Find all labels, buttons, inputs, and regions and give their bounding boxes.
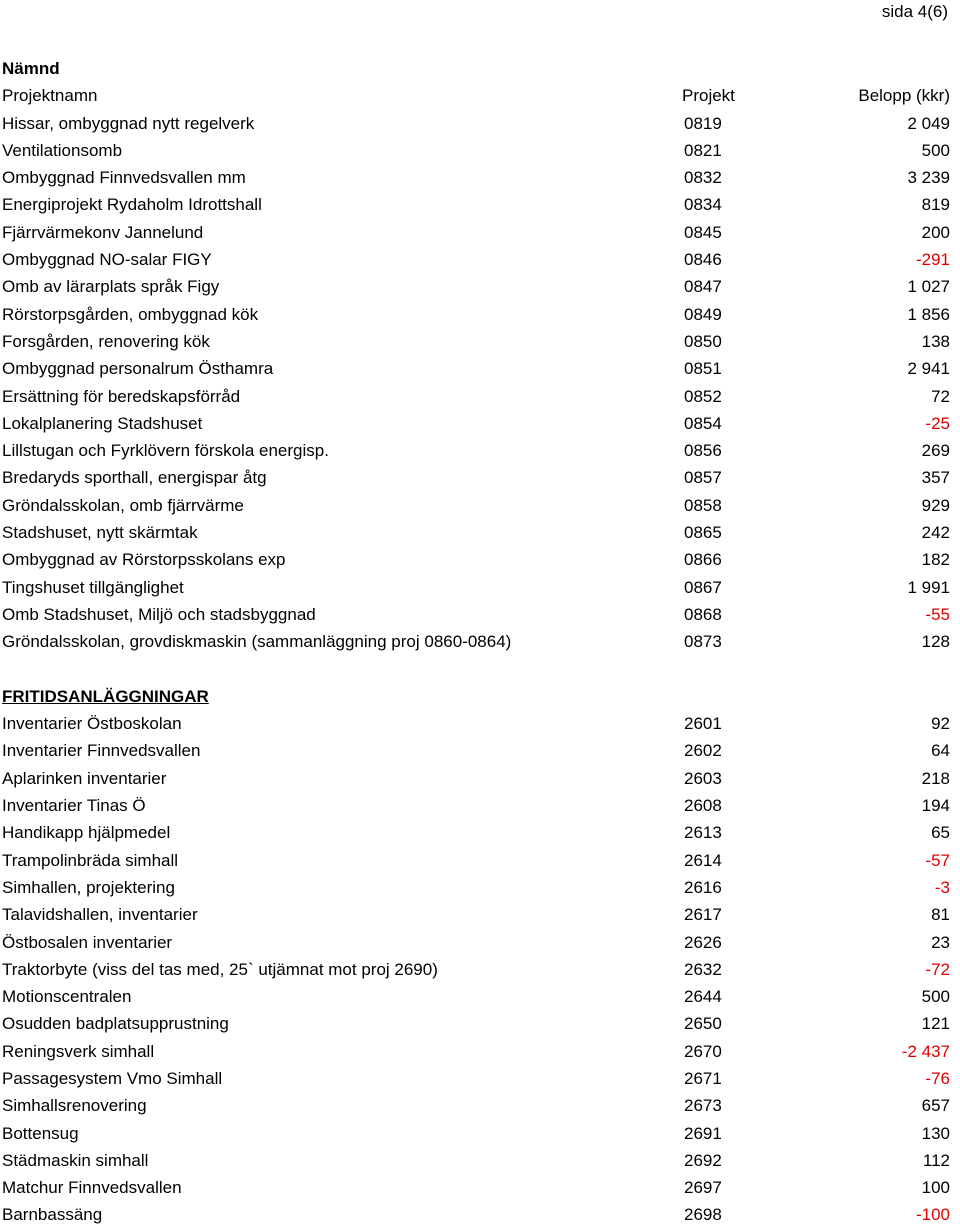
amount: 500	[921, 140, 950, 160]
project-number: 0854	[684, 413, 722, 433]
project-number: 0873	[684, 632, 722, 652]
project-name: Trampolinbräda simhall	[2, 850, 179, 870]
project-name: Bredaryds sporthall, energispar åtg	[2, 468, 267, 488]
project-name: Ombyggnad av Rörstorpsskolans exp	[2, 550, 286, 570]
amount: 128	[921, 632, 950, 652]
table-row	[2, 1201, 950, 1228]
table-row	[2, 137, 950, 164]
section-heading-namnd	[2, 55, 950, 82]
table-row	[2, 901, 950, 928]
table-row	[2, 1147, 950, 1174]
project-name: Barnbassäng	[2, 1205, 103, 1225]
amount: 2 049	[907, 113, 950, 133]
table-row	[2, 383, 950, 410]
project-name: Ventilationsomb	[2, 140, 123, 160]
table-row	[2, 710, 950, 737]
project-name: Lokalplanering Stadshuset	[2, 413, 203, 433]
section-heading-fritidsanlaggningar	[2, 683, 950, 710]
project-name: Hissar, ombyggnad nytt regelverk	[2, 113, 255, 133]
project-number: 0867	[684, 577, 722, 597]
project-number: 2670	[684, 1041, 722, 1061]
project-number: 0846	[684, 250, 722, 270]
project-name: Passagesystem Vmo Simhall	[2, 1068, 223, 1088]
project-name: Traktorbyte (viss del tas med, 25` utjämnat mot proj 2690)	[2, 959, 438, 979]
project-number: 2613	[684, 823, 722, 843]
project-name: Omb Stadshuset, Miljö och stadsbyggnad	[2, 604, 316, 624]
table-row	[2, 355, 950, 382]
project-name: Tingshuset tillgänglighet	[2, 577, 184, 597]
project-number: 2614	[684, 850, 722, 870]
amount: 1 856	[907, 304, 950, 324]
project-number: 0856	[684, 441, 722, 461]
amount: 112	[922, 1150, 950, 1170]
project-number: 0851	[684, 359, 722, 379]
section-heading-label: Nämnd	[2, 59, 60, 78]
amount: 1 991	[907, 577, 950, 597]
amount: 194	[921, 796, 950, 816]
project-number: 2691	[684, 1123, 722, 1143]
table-row	[2, 628, 950, 655]
project-name: Inventarier Finnvedsvallen	[2, 741, 201, 761]
amount: 3 239	[907, 168, 950, 188]
project-number: 0821	[684, 140, 722, 160]
table-row	[2, 983, 950, 1010]
amount: 92	[931, 714, 950, 734]
project-number: 2650	[684, 1014, 722, 1034]
budget-document	[2, 55, 950, 1229]
project-name: Gröndalsskolan, grovdiskmaskin (sammanläggning proj 0860-0864)	[2, 632, 512, 652]
table-row	[2, 737, 950, 764]
amount: 242	[921, 523, 950, 543]
table-row	[2, 110, 950, 137]
project-name: Inventarier Östboskolan	[2, 714, 182, 734]
project-number: 0850	[684, 331, 722, 351]
table-row	[2, 601, 950, 628]
project-number: 2601	[684, 714, 722, 734]
project-number: 2603	[684, 768, 722, 788]
project-number: 0865	[684, 523, 722, 543]
amount: 500	[921, 987, 950, 1007]
table-row	[2, 328, 950, 355]
amount: 200	[921, 222, 950, 242]
project-name: Gröndalsskolan, omb fjärrvärme	[2, 495, 244, 515]
amount: 81	[931, 905, 950, 925]
table-row	[2, 1120, 950, 1147]
amount: -3	[934, 877, 950, 897]
project-name: Östbosalen inventarier	[2, 932, 173, 952]
amount: 269	[921, 441, 950, 461]
header-project-name: Projektnamn	[2, 86, 98, 106]
table-row	[2, 1065, 950, 1092]
project-number: 2698	[684, 1205, 722, 1225]
table-row	[2, 191, 950, 218]
project-number: 2673	[684, 1096, 722, 1116]
project-number: 2616	[684, 877, 722, 897]
project-name: Energiprojekt Rydaholm Idrottshall	[2, 195, 262, 215]
project-name: Osudden badplatsupprustning	[2, 1014, 229, 1034]
project-name: Reningsverk simhall	[2, 1041, 155, 1061]
amount: -25	[925, 413, 950, 433]
project-number: 2671	[684, 1068, 722, 1088]
project-name: Ombyggnad Finnvedsvallen mm	[2, 168, 246, 188]
project-number: 0852	[684, 386, 722, 406]
project-number: 0845	[684, 222, 722, 242]
amount: -57	[925, 850, 950, 870]
project-name: Rörstorpsgården, ombyggnad kök	[2, 304, 259, 324]
table-row	[2, 546, 950, 573]
project-name: Ombyggnad NO-salar FIGY	[2, 250, 212, 270]
project-name: Simhallen, projektering	[2, 877, 175, 897]
amount: 72	[931, 386, 950, 406]
amount: 121	[921, 1014, 950, 1034]
project-name: Inventarier Tinas Ö	[2, 796, 146, 816]
amount: -55	[925, 604, 950, 624]
amount: 2 941	[907, 359, 950, 379]
project-number: 2626	[684, 932, 722, 952]
table-row	[2, 574, 950, 601]
amount: 130	[921, 1123, 950, 1143]
table-row	[2, 246, 950, 273]
project-number: 0866	[684, 550, 722, 570]
table-row	[2, 410, 950, 437]
project-number: 0819	[684, 113, 722, 133]
project-name: Fjärrvärmekonv Jannelund	[2, 222, 204, 242]
project-name: Forsgården, renovering kök	[2, 331, 210, 351]
project-name: Matchur Finnvedsvallen	[2, 1178, 182, 1198]
project-name: Simhallsrenovering	[2, 1096, 147, 1116]
project-name: Handikapp hjälpmedel	[2, 823, 171, 843]
amount: 100	[921, 1178, 950, 1198]
table-row	[2, 792, 950, 819]
project-name: Städmaskin simhall	[2, 1150, 149, 1170]
amount: 819	[921, 195, 950, 215]
section-spacer	[2, 656, 950, 683]
table-row	[2, 464, 950, 491]
amount: 1 027	[907, 277, 950, 297]
project-number: 2632	[684, 959, 722, 979]
header-project: Projekt	[682, 86, 735, 106]
table-row	[2, 437, 950, 464]
project-number: 0868	[684, 604, 722, 624]
amount: 65	[931, 823, 950, 843]
project-name: Stadshuset, nytt skärmtak	[2, 523, 198, 543]
table-row	[2, 847, 950, 874]
project-name: Bottensug	[2, 1123, 79, 1143]
project-name: Ersättning för beredskapsförråd	[2, 386, 241, 406]
table-row	[2, 929, 950, 956]
amount: -291	[915, 250, 950, 270]
project-number: 2644	[684, 987, 722, 1007]
amount: 182	[921, 550, 950, 570]
project-number: 0858	[684, 495, 722, 515]
table-row	[2, 874, 950, 901]
section2-rows	[2, 710, 950, 1229]
amount: 138	[921, 331, 950, 351]
project-number: 2692	[684, 1150, 722, 1170]
table-row	[2, 164, 950, 191]
amount: 218	[921, 768, 950, 788]
project-number: 2697	[684, 1178, 722, 1198]
project-name: Motionscentralen	[2, 987, 132, 1007]
table-row	[2, 1038, 950, 1065]
amount: 357	[921, 468, 950, 488]
project-name: Talavidshallen, inventarier	[2, 905, 198, 925]
project-name: Aplarinken inventarier	[2, 768, 167, 788]
project-number: 2608	[684, 796, 722, 816]
table-row	[2, 301, 950, 328]
project-name: Lillstugan och Fyrklövern förskola energisp.	[2, 441, 329, 461]
amount: 657	[921, 1096, 950, 1116]
amount: -2 437	[901, 1041, 950, 1061]
section-heading-label: FRITIDSANLÄGGNINGAR	[2, 686, 209, 706]
amount: -100	[915, 1205, 950, 1225]
section1-rows	[2, 110, 950, 656]
amount: 23	[931, 932, 950, 952]
amount: 929	[921, 495, 950, 515]
table-header	[2, 82, 950, 109]
amount: -72	[925, 959, 950, 979]
project-number: 2602	[684, 741, 722, 761]
table-row	[2, 956, 950, 983]
amount: -76	[925, 1068, 950, 1088]
project-number: 0847	[684, 277, 722, 297]
table-row	[2, 273, 950, 300]
table-row	[2, 519, 950, 546]
header-amount: Belopp (kkr)	[858, 86, 950, 106]
project-name: Ombyggnad personalrum Östhamra	[2, 359, 274, 379]
project-number: 2617	[684, 905, 722, 925]
table-row	[2, 765, 950, 792]
page-number: sida 4(6)	[881, 2, 948, 21]
table-row	[2, 1010, 950, 1037]
table-row	[2, 1092, 950, 1119]
project-number: 0832	[684, 168, 722, 188]
table-row	[2, 219, 950, 246]
amount: 64	[931, 741, 950, 761]
table-row	[2, 492, 950, 519]
project-number: 0857	[684, 468, 722, 488]
project-name: Omb av lärarplats språk Figy	[2, 277, 220, 297]
table-row	[2, 1174, 950, 1201]
project-number: 0849	[684, 304, 722, 324]
project-number: 0834	[684, 195, 722, 215]
table-row	[2, 819, 950, 846]
